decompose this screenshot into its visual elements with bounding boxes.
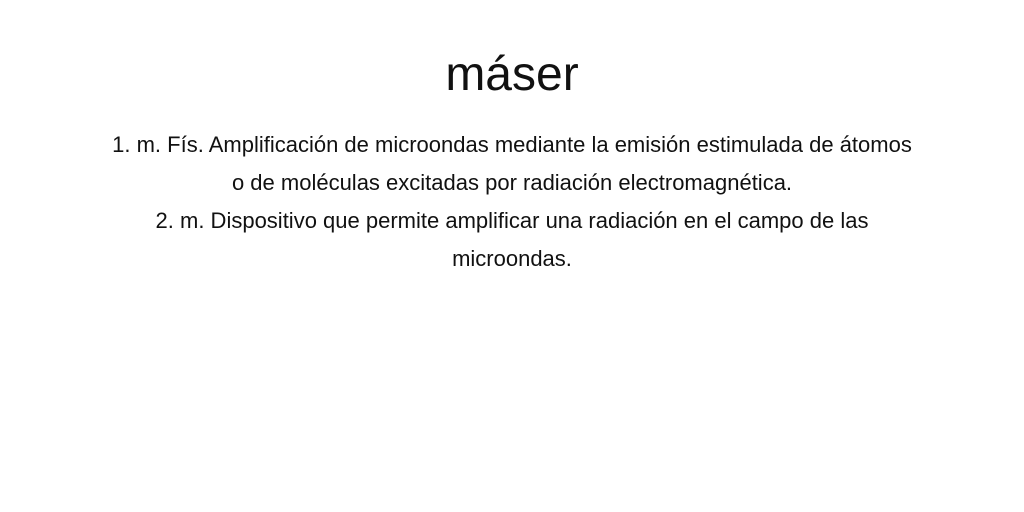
- definition-1-line-2: o de moléculas excitadas por radiación electromagnética.: [231, 170, 793, 195]
- definition-list: [40, 126, 984, 278]
- definition-1: [40, 126, 984, 202]
- definition-1-line-1: 1. m. Fís. Amplificación de microondas mediante la emisión estimulada de átomos: [112, 132, 912, 157]
- definition-2: [40, 202, 984, 278]
- definition-2-line-2: microondas.: [452, 246, 572, 271]
- definition-2-line-1: 2. m. Dispositivo que permite amplificar una radiación en el campo de las: [155, 208, 869, 233]
- headword-title: máser: [445, 48, 579, 101]
